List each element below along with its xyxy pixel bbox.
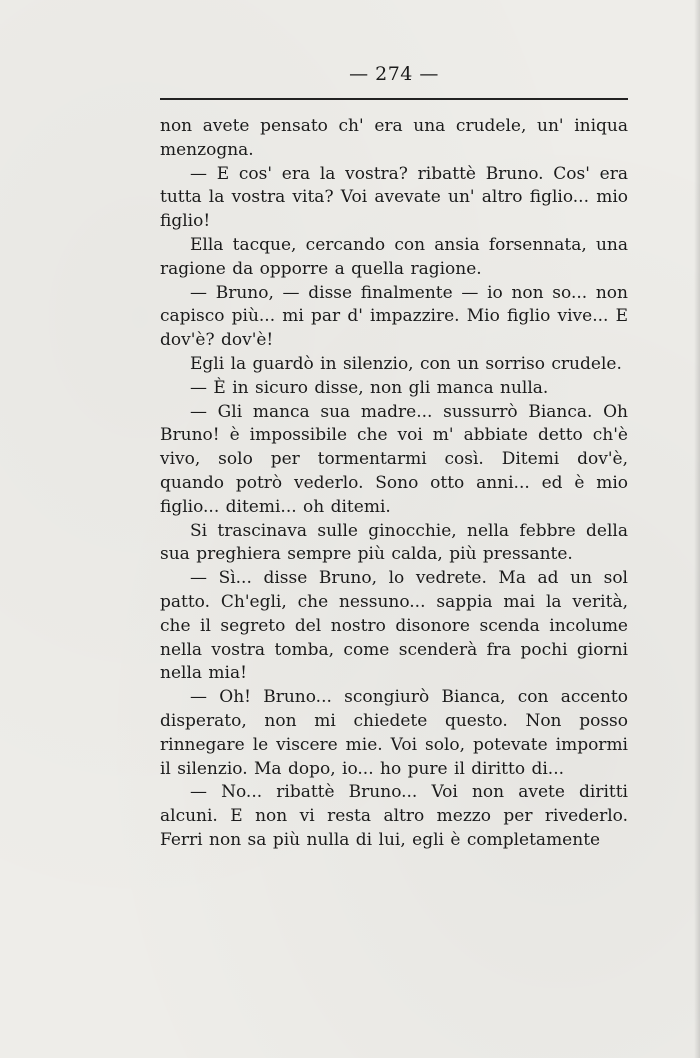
paragraph: Si trascinava sulle ginocchie, nella febbre della sua preghiera sempre più calda, più pressante. <box>160 520 628 565</box>
page-edge-shadow <box>694 0 700 1058</box>
page-number-header: — 274 — <box>349 63 439 85</box>
paragraph: non avete pensato ch' era una crudele, un' iniqua menzogna. <box>160 116 628 160</box>
header-rule <box>160 98 628 100</box>
paragraph: Egli la guardò in silenzio, con un sorriso crudele. <box>190 353 622 374</box>
paragraph: — Sì... disse Bruno, lo vedrete. Ma ad un sol patto. Ch'egli, che nessuno... sappia mai la verità, che il segreto del nostro disonore scenda incolume nella vostra tomba, come scenderà fra pochi giorni nella mia! <box>160 568 628 684</box>
paragraph: — È in sicuro disse, non gli manca nulla. <box>190 377 549 398</box>
paragraph: — Gli manca sua madre... sussurrò Bianca. Oh Bruno! è impossibile che voi m' abbiate detto ch'è vivo, solo per tormentarmi così. Ditemi dov'è, quando potrò vederlo. Sono otto anni... ed è mio figlio... ditemi... oh ditemi. <box>160 401 628 517</box>
paragraph: — No... ribattè Bruno... Voi non avete diritti alcuni. E non vi resta altro mezzo per rivederlo. Ferri non sa più nulla di lui, egli è completamente <box>160 782 628 850</box>
body-text <box>160 115 628 853</box>
paragraph: — Bruno, — disse finalmente — io non so... non capisco più... mi par d' impazzire. Mio figlio vive... E dov'è? dov'è! <box>160 282 628 351</box>
paragraph: Ella tacque, cercando con ansia forsennata, una ragione da opporre a quella ragione. <box>160 234 628 279</box>
paragraph: — E cos' era la vostra? ribattè Bruno. Cos' era tutta la vostra vita? Voi avevate un' altro figlio... mio figlio! <box>160 163 628 232</box>
paragraph: — Oh! Bruno... scongiurò Bianca, con accento disperato, non mi chiedete questo. Non posso rinnegare le viscere mie. Voi solo, potevate impormi il silenzio. Ma dopo, io... ho pure il diritto di... <box>160 687 628 779</box>
